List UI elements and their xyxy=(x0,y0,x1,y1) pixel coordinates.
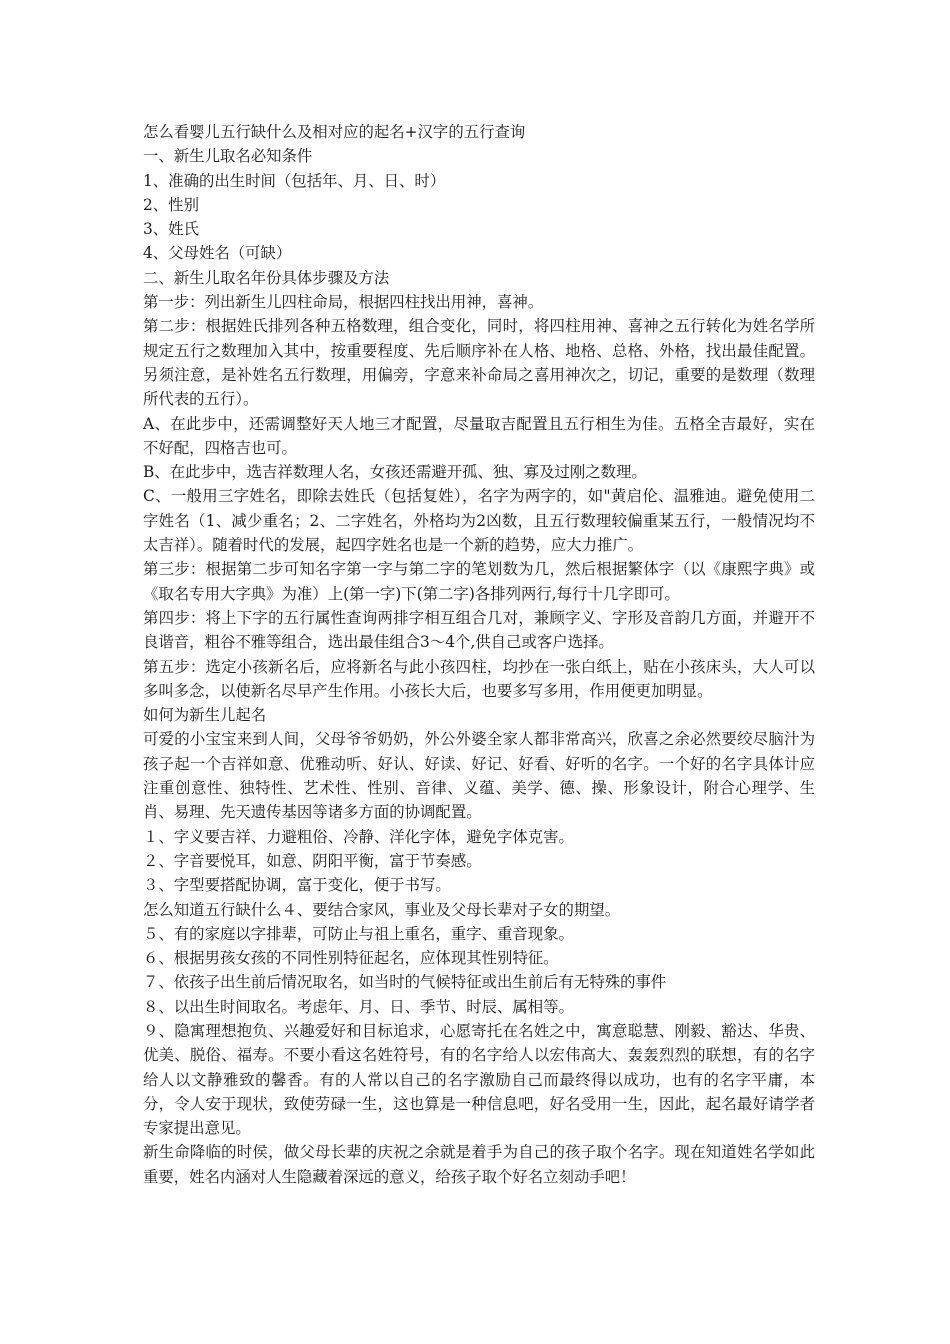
closing-paragraph: 新生命降临的时侯，做父母长辈的庆祝之余就是着手为自己的孩子取个名字。现在知道姓名学如此重要，姓名内涵对人生隐藏着深远的意义，给孩子取个好名立刻动手吧！ xyxy=(143,1143,815,1186)
step-paragraph: 第一步：列出新生儿四柱命局，根据四柱找出用神，喜神。 xyxy=(143,293,544,312)
sub-item-paragraph: C、一般用三字姓名，即除去姓氏（包括复姓），名字为两字的，如"黄启伦、温雅迪。避免使用二字姓名（1、减少重名；2、二字姓名，外格均为2凶数，且五行数理较偏重某五行，一般情况均不太吉祥）。随着时代的发展，起四字姓名也是一个新的趋势，应大力推广。 xyxy=(143,487,815,555)
list-item: ９、隐寓理想抱负、兴趣爱好和目标追求，心愿寄托在名姓之中，寓意聪慧、刚毅、豁达、华贵、优美、脱俗、福寿。不要小看这名姓符号，有的名字给人以宏伟高大、轰轰烈烈的联想，有的名字给人以文静雅致的馨香。有的人常以自己的名字激励自己而最终得以成功，也有的名字平庸，本分，令人安于现状，致使劳碌一生，这也算是一种信息吧，好名受用一生，因此，起名最好请学者专家提出意见。 xyxy=(143,1021,815,1138)
document-title: 怎么看婴儿五行缺什么及相对应的起名+汉字的五行查询 xyxy=(143,123,526,141)
step-paragraph: 第五步：选定小孩新名后，应将新名与此小孩四柱，均抄在一张白纸上，贴在小孩床头，大人可以多叫多念，以使新名尽早产生作用。小孩长大后，也要多写多用，作用便更加明显。 xyxy=(143,657,815,700)
list-item: 1、准确的出生时间（包括年、月、日、时） xyxy=(143,171,446,190)
list-item: 3、姓氏 xyxy=(143,220,199,239)
section-heading: 二、新生儿取名年份具体步骤及方法 xyxy=(143,268,390,287)
document-body xyxy=(143,120,815,1189)
list-item: 4、父母姓名（可缺） xyxy=(143,244,292,263)
step-paragraph: 第三步：根据第二步可知名字第一字与第二字的笔划数为几，然后根据繁体字（以《康熙字典》或《取名专用大字典》为准）上(第一字)下(第二字)各排列两行,每行十几字即可。 xyxy=(143,560,815,603)
list-item: ２、字音要悦耳，如意、阴阳平衡，富于节奏感。 xyxy=(143,851,482,870)
step-paragraph: 第二步：根据姓氏排列各种五格数理，组合变化，同时，将四柱用神、喜神之五行转化为姓名学所规定五行之数理加入其中，按重要程度、先后顺序补在人格、地格、总格、外格，找出最佳配置。另须注意，是补姓名五行数理，用偏旁，字意来补命局之喜用神次之，切记，重要的是数理（数理所代表的五行）。 xyxy=(143,317,815,409)
section-heading: 一、新生儿取名必知条件 xyxy=(143,147,313,166)
list-item: １、字义要吉祥、力避粗俗、冷静、洋化字体，避免字体克害。 xyxy=(143,827,574,846)
list-item: ６、根据男孩女孩的不同性别特征起名，应体现其性别特征。 xyxy=(143,949,559,968)
list-item: ３、字型要搭配协调，富于变化，便于书写。 xyxy=(143,876,451,895)
list-item: 2、性别 xyxy=(143,195,199,214)
list-item: ８、以出生时间取名。考虑年、月、日、季节、时辰、属相等。 xyxy=(143,997,574,1016)
list-item: ５、有的家庭以字排辈，可防止与祖上重名，重字、重音现象。 xyxy=(143,924,574,943)
step-paragraph: 第四步：将上下字的五行属性查询两排字相互组合几对，兼顾字义、字形及音韵几方面，并避开不良谐音，粗谷不雅等组合，选出最佳组合3～4个,供自己或客户选择。 xyxy=(143,608,815,652)
section-heading: 如何为新生儿起名 xyxy=(143,706,267,725)
body-paragraph: 可爱的小宝宝来到人间，父母爷爷奶奶，外公外婆全家人都非常高兴，欣喜之余必然要绞尽脑汁为孩子起一个吉祥如意、优雅动听、好认、好读、好记、好看、好听的名字。一个好的名字具体计应注重创意性、独特性、艺术性、性别、音律、义蕴、美学、德、操、形象设计，附合心理学、生肖、易理、先天遗传基因等诸多方面的协调配置。 xyxy=(143,730,815,822)
sub-item-paragraph: A、在此步中，还需调整好天人地三才配置，尽量取吉配置且五行相生为佳。五格全吉最好，实在不好配，四格吉也可。 xyxy=(143,414,815,457)
sub-item-paragraph: B、在此步中，选吉祥数理人名，女孩还需避开孤、独、寡及过刚之数理。 xyxy=(143,463,647,482)
list-item: ７、依孩子出生前后情况取名，如当时的气候特征或出生前后有无特殊的事件 xyxy=(143,973,667,992)
list-item: 怎么知道五行缺什么４、要结合家风，事业及父母长辈对子女的期望。 xyxy=(143,900,621,919)
